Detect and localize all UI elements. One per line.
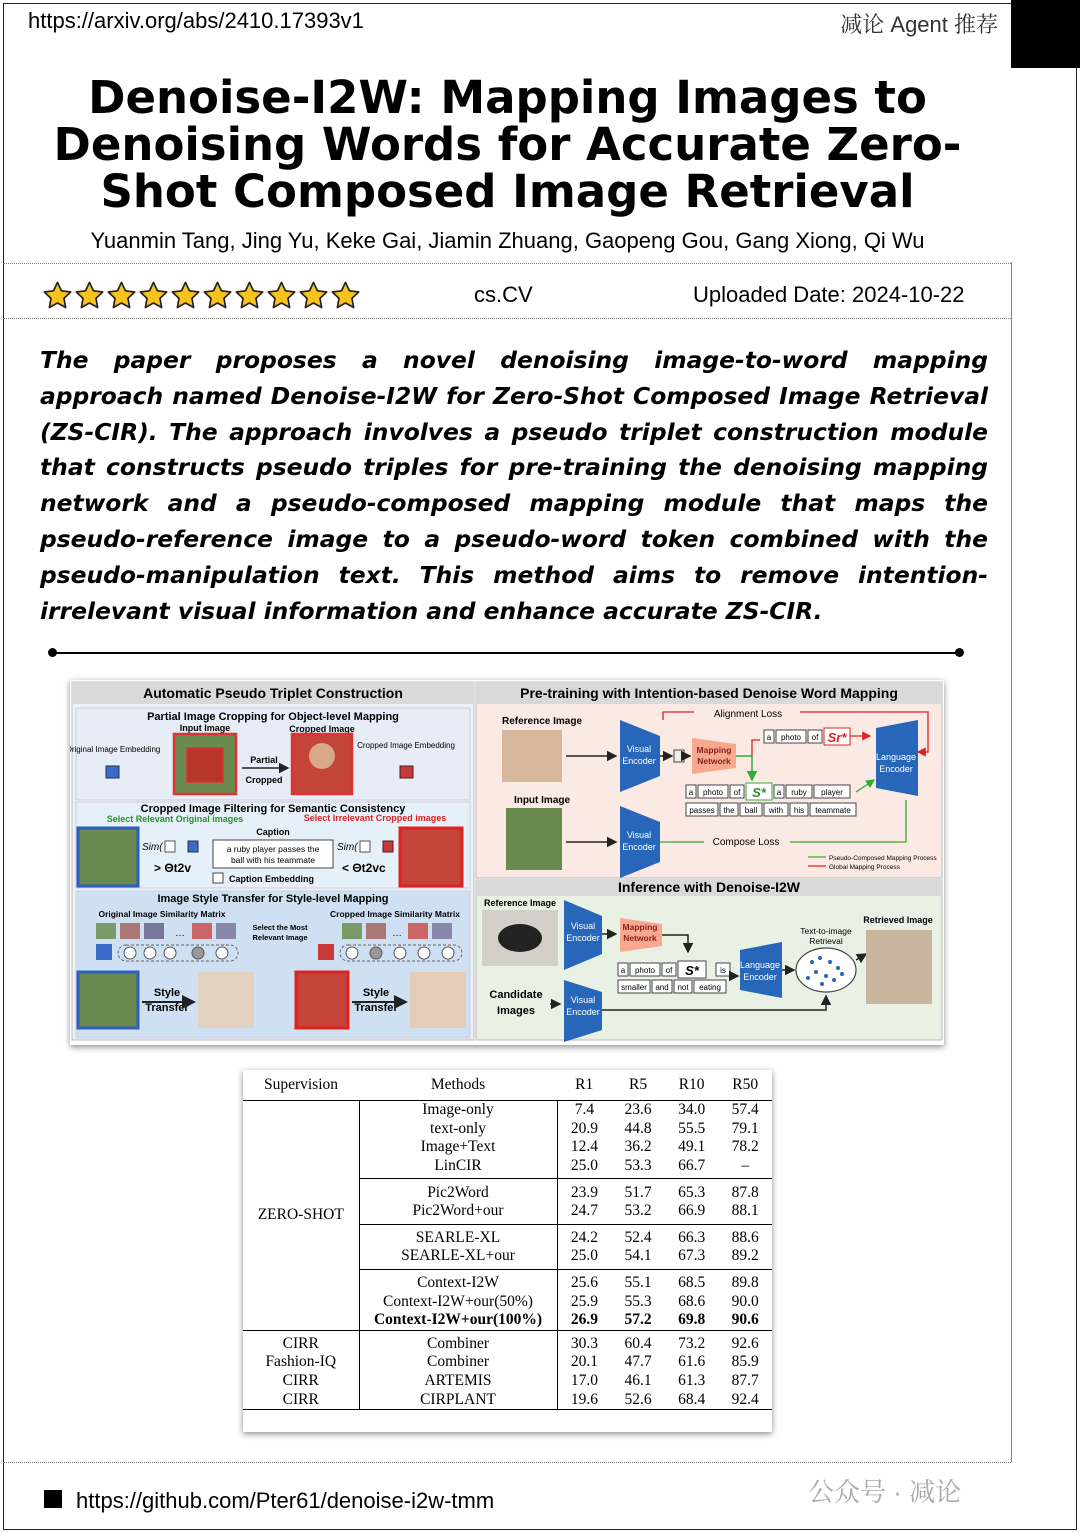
svg-text:…: … <box>175 928 185 939</box>
score-cell: 92.6 <box>718 1330 772 1353</box>
sec2-title: Cropped Image Filtering for Semantic Consistency <box>140 803 406 815</box>
col-methods: Methods <box>430 1076 486 1093</box>
svg-text:S*: S* <box>685 963 699 978</box>
svg-text:a: a <box>620 966 626 975</box>
score-cell: 20.9 <box>570 1119 598 1137</box>
svg-text:and: and <box>655 983 669 992</box>
score-cell: 54.1 <box>624 1247 652 1265</box>
divider-top <box>3 263 1011 264</box>
score-cell: 12.4 <box>570 1138 598 1156</box>
select-most-2: Relevant Image <box>252 933 308 942</box>
score-cell: 19.6 <box>557 1390 611 1409</box>
sim-left: Sim( <box>142 842 163 853</box>
divider-dot-left <box>48 648 57 657</box>
github-link[interactable]: https://github.com/Pter61/denoise-i2w-tmm <box>76 1488 495 1513</box>
method-figure <box>70 680 944 1045</box>
retrieved-image-label: Retrieved Image <box>863 915 933 925</box>
score-cell: 66.3 <box>665 1224 719 1247</box>
paper-summary: The paper proposes a novel denoising image-to-word mapping approach named Denoise-I2W for Zero-Shot Composed Image Retrieval (ZS-CIR). The approach involves a pseudo triplet construction module that constructs pseudo triples for pre-training the denoising mapping network and a pseudo-composed mapping module that maps the pseudo-reference image to a pseudo-word token combined with the pseudo-manipulation text. This method aims to remove intention-irrelevant visual information and enhance accurate ZS-CIR. <box>40 346 988 625</box>
score-cell: 49.1 <box>678 1138 706 1156</box>
svg-text:photo: photo <box>702 788 724 797</box>
svg-text:not: not <box>677 983 689 992</box>
retrieval-space <box>796 948 856 992</box>
caption-text-1: a ruby player passes the <box>226 844 320 854</box>
score-cell: 61.6 <box>678 1353 706 1371</box>
le-label-1: Language <box>875 752 917 762</box>
wechat-watermark: 公众号 · 减论 <box>808 1477 962 1507</box>
ve2-label-2: Encoder <box>622 842 656 852</box>
candidate-label-1: Candidate <box>489 989 543 1001</box>
svg-text:eating: eating <box>699 983 721 992</box>
col-r5: R5 <box>629 1076 648 1093</box>
svg-text:a: a <box>688 788 694 797</box>
select-relevant-label: Select Relevant Original images <box>106 814 244 824</box>
table-row <box>243 1390 772 1409</box>
svg-text:photo: photo <box>780 733 802 742</box>
mn-label-1: Mapping <box>696 745 732 755</box>
star-icon <box>170 280 201 311</box>
style-label-1: Style <box>153 987 181 999</box>
ve-label-1: Visual <box>626 744 652 754</box>
method-cell: Pic2Word <box>359 1179 557 1202</box>
input-image-thumb-2 <box>506 808 562 870</box>
score-cell: 25.6 <box>557 1269 611 1292</box>
select-irrelevant-label: Select Irrelevant Cropped images <box>303 813 447 823</box>
table-row <box>243 1330 772 1353</box>
supervision-cell: ZERO-SHOT <box>243 1101 359 1331</box>
irrelevant-image-thumb <box>400 828 462 886</box>
input-image-label-2: Input Image <box>513 795 571 806</box>
method-diagram <box>70 680 944 1045</box>
svg-text:of: of <box>733 788 741 797</box>
supervision-cell: CIRR <box>243 1372 359 1391</box>
supervision-cell: Fashion-IQ <box>243 1353 359 1372</box>
inf-ve-2: Encoder <box>566 933 600 943</box>
svg-text:player: player <box>821 788 843 797</box>
col-supervision: Supervision <box>263 1076 339 1093</box>
svg-text:…: … <box>392 928 402 939</box>
score-cell: 65.3 <box>665 1179 719 1202</box>
method-cell: Pic2Word+our <box>359 1202 557 1224</box>
mn-label-2: Network <box>697 756 731 766</box>
method-cell: LinCIR <box>359 1157 557 1179</box>
star-icon <box>138 280 169 311</box>
arxiv-url-link[interactable]: https://arxiv.org/abs/2410.17393v1 <box>28 8 364 33</box>
score-cell: 52.4 <box>611 1224 665 1247</box>
score-cell: 55.1 <box>611 1269 665 1292</box>
crop-sim-label: Cropped Image Similarity Matrix <box>330 909 460 919</box>
score-cell: 47.7 <box>624 1353 652 1371</box>
svg-text:his: his <box>793 806 805 815</box>
score-cell: 24.2 <box>557 1224 611 1247</box>
method-cell: Image+Text <box>359 1138 557 1157</box>
method-cell: text-only <box>359 1120 557 1139</box>
score-cell: 20.1 <box>570 1353 598 1371</box>
score-cell: 66.9 <box>678 1202 706 1220</box>
score-cell: 52.6 <box>611 1390 665 1409</box>
inf-le-2: Encoder <box>743 972 777 982</box>
svg-text:of: of <box>665 966 673 975</box>
star-icon <box>202 280 233 311</box>
style-crop-image <box>296 972 348 1028</box>
sec1-title: Partial Image Cropping for Object-level Mapping <box>147 711 399 723</box>
score-cell: 67.3 <box>678 1247 706 1265</box>
inf-ve2-1: Visual <box>570 995 596 1005</box>
legend-global: Global Mapping Process <box>829 864 900 871</box>
svg-text:ball: ball <box>744 806 758 815</box>
partial-label: Partial <box>250 755 278 765</box>
score-cell: 23.6 <box>624 1101 652 1119</box>
score-cell: 23.9 <box>557 1179 611 1202</box>
svg-text:smaller: smaller <box>621 983 647 992</box>
score-cell: 73.2 <box>665 1330 719 1353</box>
inf-mn-1: Mapping <box>622 922 658 932</box>
right-margin-bar <box>1011 262 1080 1462</box>
score-cell: 69.8 <box>678 1311 706 1329</box>
score-cell: 24.7 <box>570 1202 598 1220</box>
svg-text:ruby: ruby <box>791 788 807 797</box>
score-cell: 87.8 <box>718 1179 772 1202</box>
paper-authors: Yuanmin Tang, Jing Yu, Keke Gai, Jiamin Zhuang, Gaopeng Gou, Gang Xiong, Qi Wu <box>90 228 925 253</box>
table-row <box>243 1372 772 1391</box>
method-cell: Context-I2W <box>359 1269 557 1292</box>
category-label: cs.CV <box>474 282 533 307</box>
results-table-card <box>243 1070 772 1432</box>
svg-text:a: a <box>766 733 772 742</box>
score-cell: 30.3 <box>557 1330 611 1353</box>
score-cell: 87.7 <box>731 1372 759 1390</box>
sec3-title: Image Style Transfer for Style-level Mapping <box>157 893 389 905</box>
inf-le-1: Language <box>739 960 781 970</box>
cropped-image-label: Cropped Image <box>289 724 355 734</box>
score-cell: 53.3 <box>624 1157 652 1175</box>
svg-text:with: with <box>768 806 784 815</box>
divider-meta <box>3 318 1011 319</box>
score-cell: 57.4 <box>731 1101 759 1119</box>
compose-loss-label: Compose Loss <box>712 837 780 848</box>
method-cell: ARTEMIS <box>359 1372 557 1391</box>
paper-title: Denoise-I2W: Mapping Images to Denoising Words for Accurate Zero-Shot Composed Image Retrieval <box>53 71 962 218</box>
star-icon <box>42 280 73 311</box>
supervision-cell: CIRR <box>243 1390 359 1409</box>
score-cell: 44.8 <box>624 1119 652 1137</box>
corner-block <box>1011 0 1080 68</box>
caption-label: Caption <box>256 827 290 837</box>
inf-ve2-2: Encoder <box>566 1007 600 1017</box>
cropped-label: Cropped <box>245 775 283 785</box>
brand-label: 减论 Agent 推荐 <box>840 12 998 37</box>
score-cell: 46.1 <box>624 1372 652 1390</box>
score-cell: 61.3 <box>678 1372 706 1390</box>
supervision-cell: CIRR <box>243 1330 359 1353</box>
cropped-embed-label: Cropped Image Embedding <box>357 741 455 750</box>
alignment-loss-label: Alignment Loss <box>713 709 783 720</box>
orig-sim-label: Original Image Similarity Matrix <box>98 909 226 919</box>
reference-image-thumb <box>502 730 562 782</box>
score-cell: 55.3 <box>624 1292 652 1310</box>
le-label-2: Encoder <box>879 764 913 774</box>
footer-bullet <box>44 1490 62 1508</box>
score-cell: 79.1 <box>731 1119 759 1137</box>
sim-right: Sim( <box>337 842 358 853</box>
caption-embed-label: Caption Embedding <box>229 874 314 884</box>
method-cell: Image-only <box>359 1101 557 1120</box>
t2i-label-2: Retrieval <box>809 936 843 946</box>
theta-left: > Θt2v <box>154 861 192 875</box>
star-icon <box>74 280 105 311</box>
score-cell: 55.5 <box>678 1119 706 1137</box>
legend-pseudo: Pseudo-Composed Mapping Process <box>829 855 937 862</box>
theta-right: < Θt2vc <box>342 861 386 875</box>
inf-ve-1: Visual <box>570 921 596 931</box>
svg-text:is: is <box>720 966 726 975</box>
orig-embed-label: Original Image Embedding <box>70 745 161 754</box>
score-cell: 92.4 <box>718 1390 772 1409</box>
score-cell: 26.9 <box>570 1311 598 1329</box>
score-cell: 57.2 <box>624 1311 652 1329</box>
caption-text-2: ball with his teammate <box>230 855 316 865</box>
input-image-label: Input Image <box>179 723 231 733</box>
svg-text:teammate: teammate <box>815 806 851 815</box>
section-divider <box>52 652 960 654</box>
score-cell: 25.0 <box>570 1247 598 1265</box>
score-cell: 68.5 <box>665 1269 719 1292</box>
cropped-embed-square <box>400 766 413 778</box>
score-cell: 25.0 <box>570 1157 598 1175</box>
method-cell: Context-I2W+our(50%) <box>359 1292 557 1311</box>
score-cell: 68.4 <box>665 1390 719 1409</box>
score-cell: 68.6 <box>678 1292 706 1310</box>
relevant-image-thumb <box>78 828 138 886</box>
svg-text:S*: S* <box>752 785 766 800</box>
star-icon <box>330 280 361 311</box>
svg-text:of: of <box>811 733 819 742</box>
score-cell: 78.2 <box>731 1138 759 1156</box>
stylized-image-1 <box>198 972 254 1028</box>
score-cell: 90.0 <box>731 1292 759 1310</box>
inf-mn-2: Network <box>623 933 657 943</box>
col-r50: R50 <box>732 1076 759 1093</box>
footer-divider <box>3 1462 1011 1463</box>
score-cell: 66.7 <box>678 1157 706 1175</box>
score-cell: 88.1 <box>731 1202 759 1220</box>
score-cell: 7.4 <box>574 1101 595 1119</box>
score-cell: 89.2 <box>731 1247 759 1265</box>
style-label-2: Style <box>362 987 390 999</box>
svg-text:Sr*: Sr* <box>827 730 847 745</box>
ve2-label-1: Visual <box>626 830 652 840</box>
method-cell: Context-I2W+our(100%) <box>359 1311 557 1330</box>
score-cell: 17.0 <box>570 1372 598 1390</box>
score-cell: 90.6 <box>731 1311 759 1329</box>
score-cell: 51.7 <box>611 1179 665 1202</box>
svg-text:the: the <box>723 806 735 815</box>
svg-text:a: a <box>776 788 782 797</box>
reference-image-label: Reference Image <box>501 716 583 727</box>
table-row <box>243 1101 772 1120</box>
inference-title: Inference with Denoise-I2W <box>617 879 801 895</box>
retrieved-image-thumb <box>866 930 932 1004</box>
stylized-image-2 <box>410 972 466 1028</box>
inf-language-encoder <box>740 942 782 998</box>
results-table <box>243 1070 772 1410</box>
svg-text:photo: photo <box>634 966 656 975</box>
score-cell: 60.4 <box>611 1330 665 1353</box>
transfer-label-2: Transfer <box>354 1002 398 1014</box>
method-cell: CIRPLANT <box>359 1390 557 1409</box>
table-row <box>243 1353 772 1372</box>
score-cell: 85.9 <box>731 1353 759 1371</box>
candidate-label-2: Images <box>497 1005 535 1017</box>
select-most-1: Select the Most <box>252 923 308 932</box>
orig-embed-square <box>106 766 119 778</box>
inference-ref-label: Reference Image <box>483 898 557 908</box>
score-cell: 88.6 <box>718 1224 772 1247</box>
svg-text:passes: passes <box>689 806 715 815</box>
star-icon <box>106 280 137 311</box>
uploaded-date: Uploaded Date: 2024-10-22 <box>693 282 965 307</box>
score-cell: 34.0 <box>678 1101 706 1119</box>
score-cell: 25.9 <box>570 1292 598 1310</box>
left-panel-title: Automatic Pseudo Triplet Construction <box>143 685 403 701</box>
divider-dot-right <box>955 648 964 657</box>
col-r1: R1 <box>575 1076 594 1093</box>
method-cell: SEARLE-XL <box>359 1224 557 1247</box>
star-icon <box>234 280 265 311</box>
method-cell: Combiner <box>359 1330 557 1353</box>
star-icon <box>298 280 329 311</box>
transfer-label-1: Transfer <box>145 1002 189 1014</box>
style-source-image <box>78 972 138 1028</box>
star-icon <box>266 280 297 311</box>
method-cell: Combiner <box>359 1353 557 1372</box>
score-cell: 53.2 <box>624 1202 652 1220</box>
ve-label-2: Encoder <box>622 756 656 766</box>
score-cell: – <box>741 1157 750 1175</box>
rating-stars <box>42 280 361 311</box>
score-cell: 36.2 <box>624 1138 652 1156</box>
method-cell: SEARLE-XL+our <box>359 1247 557 1269</box>
right-panel-title: Pre-training with Intention-based Denoise Word Mapping <box>520 685 898 701</box>
score-cell: 89.8 <box>718 1269 772 1292</box>
t2i-label-1: Text-to-image <box>800 926 852 936</box>
col-r10: R10 <box>678 1076 705 1093</box>
